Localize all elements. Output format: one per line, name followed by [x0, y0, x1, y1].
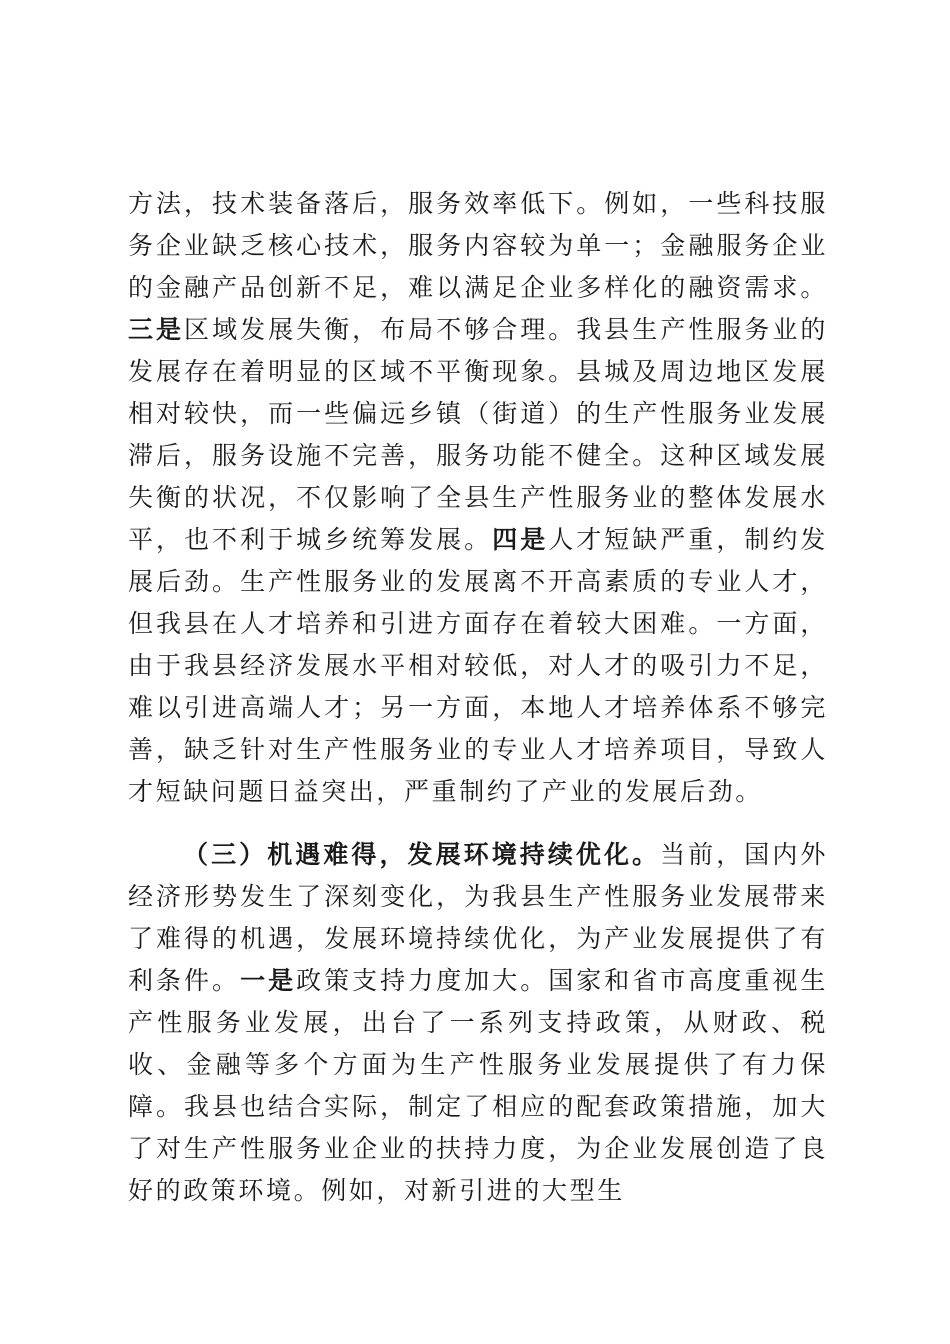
text-run: 政策支持力度加大。国家和省市高度重视生产性服务业发展，出台了一系列支持政策，从财政、税收、金融等多个方面为生产性服务业发展提供了有力保障。我县也结合实际，制定了相应的配套政策措施，加大了对生产性服务业企业的扶持力度，为企业发展创造了良好的政策环境。例如，对新引进的大型生	[128, 966, 829, 1205]
text-run: 人才短缺严重，制约发展后劲。生产性服务业的发展离不开高素质的专业人才，但我县在人才培养和引进方面存在着较大困难。一方面，由于我县经济发展水平相对较低，对人才的吸引力不足，难以引进高端人才；另一方面，本地人才培养体系不够完善，缺乏针对生产性服务业的专业人才培养项目，导致人才短缺问题日益突出，严重制约了产业的发展后劲。	[128, 525, 828, 806]
paragraph	[128, 834, 828, 1212]
bold-marker-yishi: 一是	[240, 966, 297, 995]
text-run: 当前，国内外经济形势发生了深刻变化，为我县生产性服务业发展带来了难得的机遇，发展环境持续优化，为产业发展提供了有利条件。	[128, 840, 828, 995]
text-run: 区域发展失衡，布局不够合理。我县生产性服务业的发展存在着明显的区域不平衡现象。县城及周边地区发展相对较快，而一些偏远乡镇（街道）的生产性服务业发展滞后，服务设施不完善，服务功能不健全。这种区域发展失衡的状况，不仅影响了全县生产性服务业的整体发展水平，也不利于城乡统筹发展。	[128, 315, 829, 554]
document-body	[128, 183, 828, 1212]
text-run: 方法，技术装备落后，服务效率低下。例如，一些科技服务企业缺乏核心技术，服务内容较为单一；金融服务企业的金融产品创新不足，难以满足企业多样化的融资需求。	[128, 189, 828, 302]
bold-marker-sanshi: 三是	[128, 315, 185, 344]
section-heading: （三）机遇难得，发展环境持续优化。	[183, 840, 661, 869]
paragraph	[128, 183, 828, 813]
bold-marker-sishi: 四是	[492, 525, 549, 554]
